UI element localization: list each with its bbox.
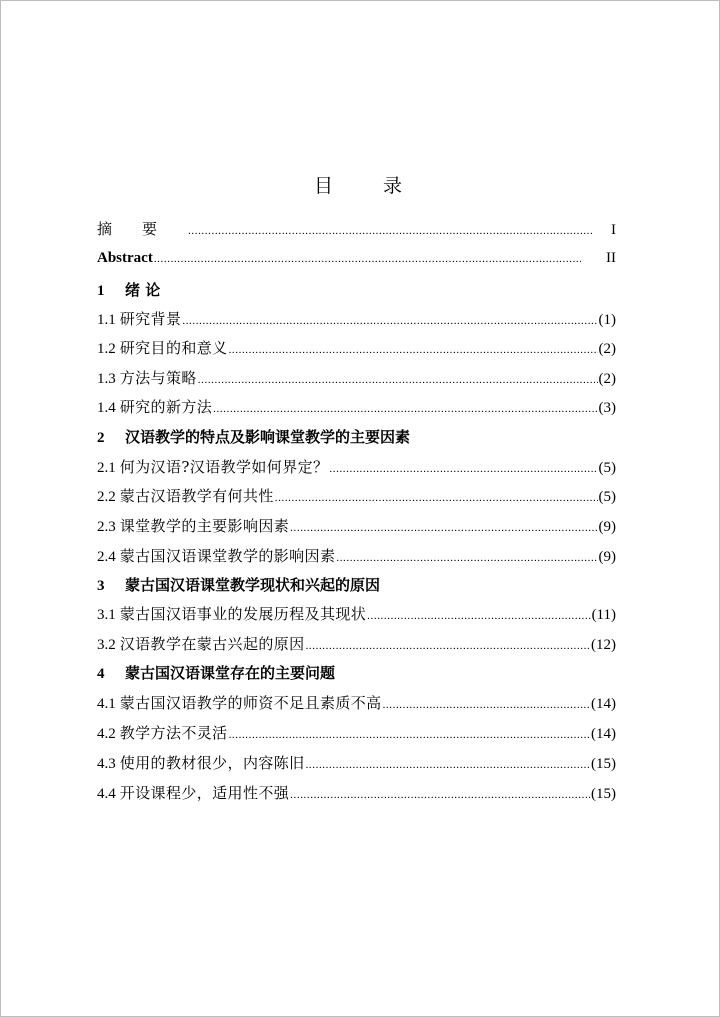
toc-entry-label: [97, 485, 274, 506]
toc-section-number: 4.2: [97, 726, 116, 742]
dot-leader: [229, 344, 598, 356]
toc-entry-label: [97, 782, 289, 803]
toc-chapter-number: 4: [97, 666, 105, 682]
dot-leader: [383, 699, 590, 711]
toc-section-title: 使用的教材很少，内容陈旧: [119, 754, 305, 772]
toc-chapter-label: [97, 662, 335, 683]
toc-entry-label: [97, 515, 289, 536]
toc-entry: [97, 722, 616, 744]
toc-section-title: 汉语教学在蒙古兴起的原因: [119, 635, 305, 653]
toc-entry: [97, 752, 616, 774]
toc-section-title: 蒙古国汉语教学的师资不足且素质不高: [119, 694, 382, 712]
toc-page-number: (15): [591, 786, 616, 802]
dot-leader: [275, 492, 598, 504]
toc-chapter-heading: [97, 279, 616, 301]
toc-section-number: 4.4: [97, 786, 116, 802]
toc-entry: [97, 633, 616, 655]
toc-section-title: 教学方法不灵活: [119, 724, 228, 742]
toc-page-number: (12): [591, 637, 616, 653]
toc-entry-label: 摘要: [97, 220, 188, 238]
toc-section-number: 4.3: [97, 756, 116, 772]
toc-page-number: (15): [591, 756, 616, 772]
toc-chapter-number: 3: [97, 578, 105, 594]
toc-entry-label: [97, 603, 366, 624]
toc-entry: [97, 367, 616, 389]
toc-section-title: 蒙古国汉语课堂教学的影响因素: [119, 547, 336, 565]
toc-entry: [97, 545, 616, 567]
toc-entry-label: [97, 722, 228, 743]
toc-section-number: 2.1: [97, 460, 116, 476]
toc-chapter-heading: [97, 574, 616, 596]
toc-entry: [97, 396, 616, 418]
toc-section-title: 方法与策略: [119, 369, 197, 387]
toc-chapter-label: [97, 574, 380, 595]
toc-chapter-label: [97, 279, 160, 300]
toc-chapter-heading: [97, 426, 616, 448]
toc-entry: [97, 337, 616, 359]
toc-entry-label: [97, 396, 212, 417]
dot-leader: [188, 225, 592, 237]
toc-page-number: (5): [598, 460, 616, 476]
toc-page-number: (1): [598, 312, 616, 328]
dot-leader: [154, 253, 581, 265]
toc-entry: [97, 456, 616, 478]
dot-leader: [290, 522, 597, 534]
toc-section-number: 1.2: [97, 341, 116, 357]
toc-entry: [97, 485, 616, 507]
toc-section-number: 4.1: [97, 696, 116, 712]
toc-section-number: 3.1: [97, 607, 116, 623]
toc-page-number: I: [611, 222, 616, 238]
toc-section-number: 3.2: [97, 637, 116, 653]
toc-entry: [97, 218, 616, 240]
toc-entry-label: [97, 692, 382, 713]
toc-title: 目 录: [313, 175, 425, 197]
toc-chapter-title: 绪 论: [125, 281, 161, 299]
dot-leader: [198, 374, 598, 386]
dot-leader: [306, 759, 590, 771]
toc-section-number: 2.4: [97, 549, 116, 565]
toc-entry: [97, 782, 616, 804]
toc-entry: [97, 692, 616, 714]
toc-section-number: 1.1: [97, 312, 116, 328]
toc-chapter-number: 2: [97, 430, 105, 446]
dot-leader: [213, 403, 597, 415]
dot-leader: [182, 315, 597, 327]
toc-page-number: (14): [591, 726, 616, 742]
toc-section-title: 研究的新方法: [119, 398, 213, 416]
dot-leader: [329, 463, 597, 475]
toc-entry-label: Abstract: [97, 250, 153, 266]
toc-section-number: 1.4: [97, 400, 116, 416]
toc-chapter-title: 蒙古国汉语课堂存在的主要问题: [125, 664, 336, 682]
dot-leader: [306, 640, 590, 652]
dot-leader: [290, 789, 590, 801]
toc-entry: [97, 515, 616, 537]
toc-section-title: 开设课程少，适用性不强: [119, 784, 290, 802]
toc-entry-label: [97, 308, 181, 329]
toc-page-number: (14): [591, 696, 616, 712]
toc-page-number: (2): [598, 371, 616, 387]
toc-entry-label: [97, 633, 305, 654]
toc-chapter-number: 1: [97, 283, 105, 299]
toc-page-number: (11): [591, 607, 616, 623]
toc-section-title: 蒙古国汉语事业的发展历程及其现状: [119, 605, 367, 623]
toc-section-title: 蒙古汉语教学有何共性: [119, 487, 274, 505]
toc-page-number: II: [606, 250, 616, 266]
toc-entry-label: [97, 456, 328, 477]
toc-entry-label: [97, 337, 228, 358]
toc-page-number: (3): [598, 400, 616, 416]
toc-page-number: (2): [598, 341, 616, 357]
toc-page-number: (9): [598, 549, 616, 565]
toc-entry-label: [97, 752, 305, 773]
toc-chapter-title: 蒙古国汉语课堂教学现状和兴起的原因: [125, 576, 381, 594]
toc-chapter-title: 汉语教学的特点及影响课堂教学的主要因素: [125, 428, 411, 446]
toc-section-title: 研究目的和意义: [119, 339, 228, 357]
toc-entry-label: [97, 545, 335, 566]
toc-section-number: 1.3: [97, 371, 116, 387]
toc-section-title: 课堂教学的主要影响因素: [119, 517, 290, 535]
toc-page-number: (9): [598, 519, 616, 535]
toc-entry: [97, 308, 616, 330]
toc-chapter-heading: [97, 662, 616, 684]
dot-leader: [336, 552, 597, 564]
toc-entry-label: [97, 367, 197, 388]
dot-leader: [367, 610, 590, 622]
toc-page-number: (5): [598, 489, 616, 505]
toc-entry: [97, 603, 616, 625]
toc-section-number: 2.3: [97, 519, 116, 535]
toc-section-title: 研究背景: [119, 310, 182, 328]
toc-section-number: 2.2: [97, 489, 116, 505]
toc-chapter-label: [97, 426, 410, 447]
dot-leader: [229, 729, 590, 741]
toc-entry: [97, 250, 616, 272]
toc-section-title: 何为汉语?汉语教学如何界定？: [119, 458, 329, 476]
